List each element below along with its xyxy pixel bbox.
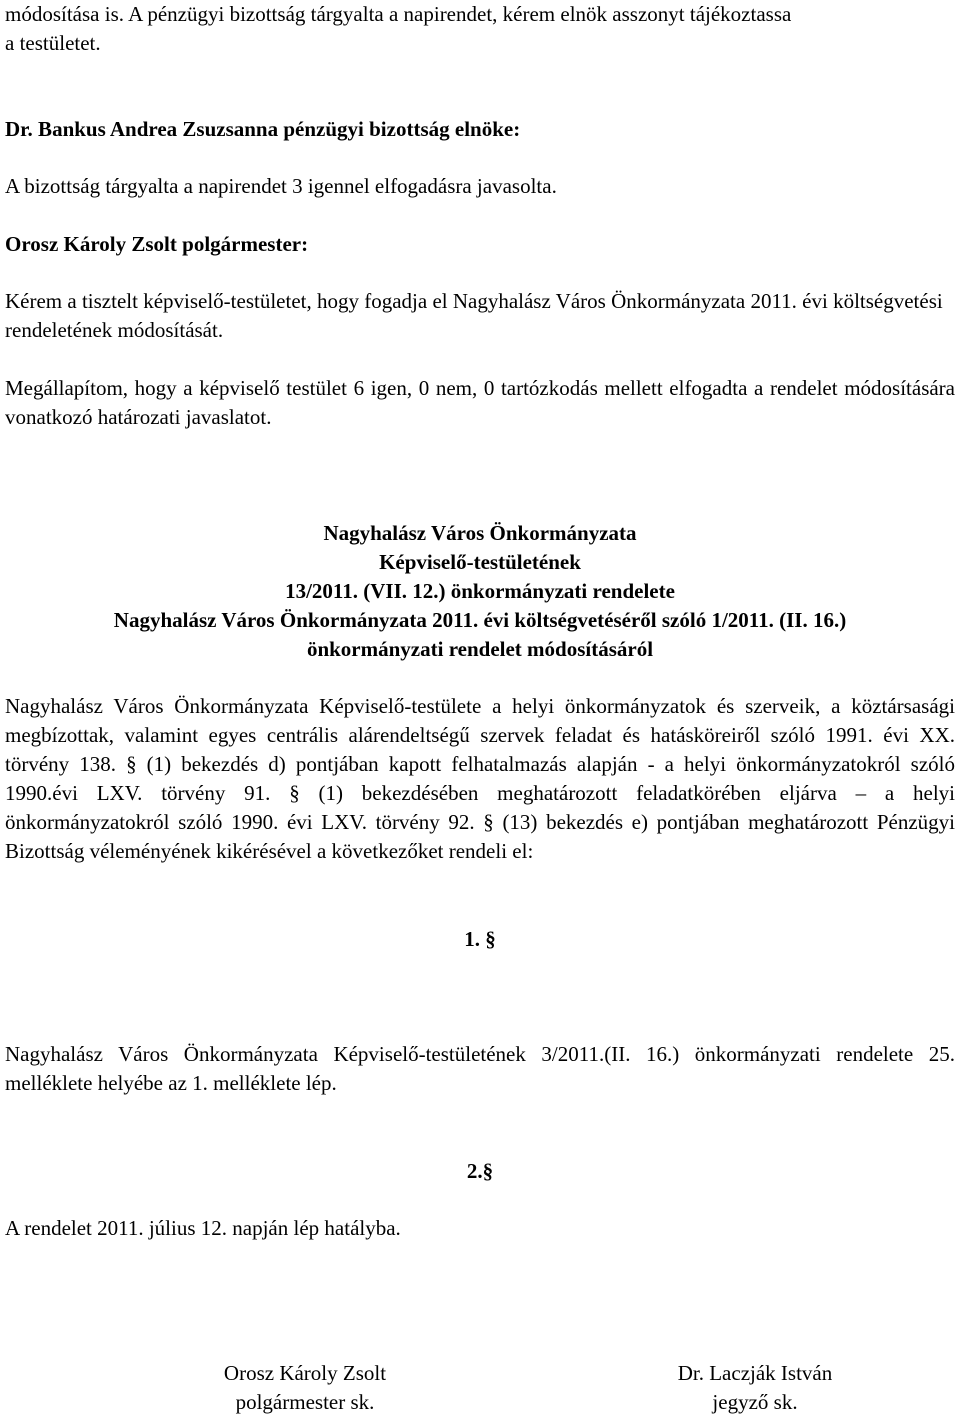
section-1-heading: 1. § — [464, 927, 496, 951]
signature-right-name: Dr. Laczják István — [677, 1361, 833, 1385]
signature-right-role: jegyző sk. — [712, 1390, 798, 1414]
vote-paragraph: Megállapítom, hogy a képviselő testület 6 igen, 0 nem, 0 tartózkodás mellett elfogadta a rendelet módosítására vonatkozó határozati javaslatot. — [5, 376, 955, 429]
speaker2-heading: Orosz Károly Zsolt polgármester: — [5, 232, 309, 256]
speaker1-text: A bizottság tárgyalta a napirendet 3 igennel elfogadásra javasolta. — [5, 174, 557, 198]
title-line-4: Nagyhalász Város Önkormányzata 2011. évi költségvetéséről szóló 1/2011. (II. 16.) — [113, 608, 847, 632]
intro-paragraph — [5, 0, 955, 58]
intro-line-1: módosítása is. A pénzügyi bizottság tárgyalta a napirendet, kérem elnök asszonyt tájékoztassa — [5, 2, 792, 26]
preamble-paragraph: Nagyhalász Város Önkormányzata Képviselő-testülete a helyi önkormányzatok és szerveik, a köztársasági megbízottak, valamint egyes centrális alárendeltségű szervek feladat és hatásköreiről szóló 1991. évi XX. törvény 138. § (1) bekezdés d) pontjában kapott felhatalmazás alapján - a helyi önkormányzatokról szóló 1990.évi LXV. törvény 91. § (1) bekezdésében meghatározott feladatkörében eljárva – a helyi önkormányzatokról szóló 1990. évi LXV. törvény 92. § (13) bekezdés e) pontjában meghatározott Pénzügyi Bizottság véleményének kikérésével a következőket rendeli el: — [5, 694, 955, 863]
intro-line-2: a testületet. — [5, 31, 101, 55]
signature-left — [155, 1359, 455, 1417]
regulation-title — [5, 519, 955, 664]
title-line-3: 13/2011. (VII. 12.) önkormányzati rendelete — [285, 579, 675, 603]
document-page — [5, 0, 955, 1420]
section-1-text: Nagyhalász Város Önkormányzata Képviselő-testületének 3/2011.(II. 16.) önkormányzati rendelete 25. melléklete helyébe az 1. melléklete lép. — [5, 1042, 955, 1095]
speaker2-text: Kérem a tisztelt képviselő-testületet, hogy fogadja el Nagyhalász Város Önkormányzata 2011. évi költségvetési rendeletének módosítását. — [5, 289, 943, 342]
title-line-1: Nagyhalász Város Önkormányzata — [323, 521, 637, 545]
section-2-heading: 2.§ — [466, 1159, 494, 1183]
signature-left-role: polgármester sk. — [235, 1390, 375, 1414]
speaker1-heading: Dr. Bankus Andrea Zsuzsanna pénzügyi bizottság elnöke: — [5, 117, 521, 141]
signature-left-name: Orosz Károly Zsolt — [223, 1361, 387, 1385]
title-line-2: Képviselő-testületének — [379, 550, 581, 574]
signature-right — [605, 1359, 905, 1417]
section-2-text: A rendelet 2011. július 12. napján lép hatályba. — [5, 1216, 401, 1240]
title-line-5: önkormányzati rendelet módosításáról — [306, 637, 654, 661]
